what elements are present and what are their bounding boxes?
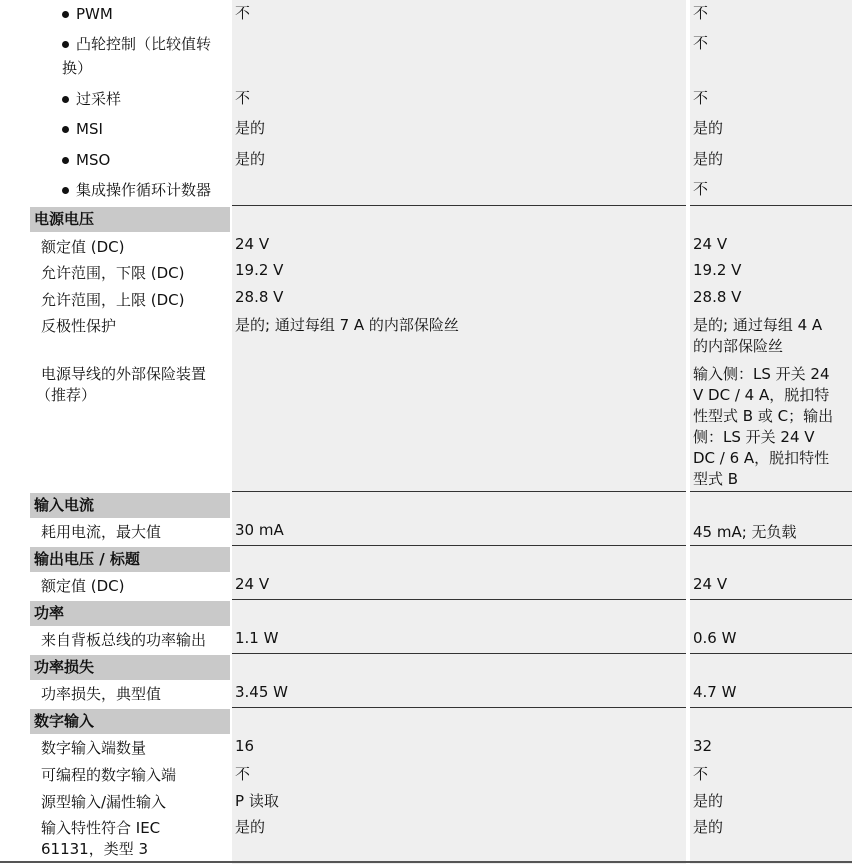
divider [232, 707, 686, 708]
divider [690, 653, 852, 654]
section-heading: 电源电压 [34, 210, 95, 228]
divider [232, 599, 686, 600]
row-value-2: 是的; 通过每组 4 A [693, 316, 823, 334]
row-label-cont: （推荐） [36, 386, 97, 404]
row-value-1: 28.8 V [235, 288, 284, 306]
row-label-cont: 换） [62, 59, 93, 77]
row-value-1: 1.1 W [235, 629, 279, 647]
row-value-1: 是的 [235, 818, 266, 836]
row-label: 凸轮控制（比较值转 [76, 35, 212, 53]
section-heading: 输出电压 / 标题 [34, 550, 140, 568]
row-value-1: 不 [235, 89, 251, 107]
row-value-2: 不 [693, 34, 709, 52]
divider [232, 653, 686, 654]
row-value-2-cont: V DC / 4 A，脱扣特 [693, 386, 830, 404]
row-value-2: 是的 [693, 792, 724, 810]
row-value-2: 是的 [693, 119, 724, 137]
row-value-2: 32 [693, 737, 713, 755]
divider [690, 491, 852, 492]
row-value-2: 是的 [693, 818, 724, 836]
bullet-icon [62, 41, 69, 48]
row-value-1: 24 V [235, 235, 270, 253]
bullet-icon [62, 96, 69, 103]
row-value-1: 3.45 W [235, 683, 288, 701]
row-label: 电源导线的外部保险装置 [41, 365, 207, 383]
section-heading: 输入电流 [34, 496, 95, 514]
row-value-1: 不 [235, 4, 251, 22]
row-label: 耗用电流，最大值 [41, 523, 162, 541]
row-value-1: 24 V [235, 575, 270, 593]
row-value-2: 不 [693, 4, 709, 22]
section-heading: 功率 [34, 604, 65, 622]
row-label: 允许范围，上限 (DC) [41, 291, 185, 309]
bullet-icon [62, 126, 69, 133]
row-label: 额定值 (DC) [41, 238, 125, 256]
row-value-2-cont: DC / 6 A，脱扣特性 [693, 449, 830, 467]
row-value-2-cont: 性型式 B 或 C；输出 [693, 407, 834, 425]
row-value-2: 不 [693, 180, 709, 198]
row-value-1: 不 [235, 765, 251, 783]
divider [232, 491, 686, 492]
row-label: 源型输入/漏性输入 [41, 793, 167, 811]
section-heading: 数字输入 [34, 712, 95, 730]
row-value-2: 4.7 W [693, 683, 737, 701]
row-label-cont: 61131，类型 3 [41, 840, 149, 858]
row-value-2-cont: 的内部保险丝 [693, 337, 784, 355]
bullet-icon [62, 187, 69, 194]
bottom-border [0, 861, 852, 863]
row-label: 数字输入端数量 [41, 739, 147, 757]
divider [690, 205, 852, 206]
row-label: 允许范围，下限 (DC) [41, 264, 185, 282]
row-value-2-cont: 型式 B [693, 470, 739, 488]
row-value-2: 不 [693, 89, 709, 107]
row-value-1: 19.2 V [235, 261, 284, 279]
row-value-1: 是的; 通过每组 7 A 的内部保险丝 [235, 316, 459, 334]
row-value-2: 是的 [693, 150, 724, 168]
divider [690, 545, 852, 546]
row-label: 集成操作循环计数器 [76, 181, 212, 199]
row-label: 额定值 (DC) [41, 577, 125, 595]
row-value-1: 是的 [235, 150, 266, 168]
row-value-2: 0.6 W [693, 629, 737, 647]
bullet-icon [62, 11, 69, 18]
row-value-2: 19.2 V [693, 261, 742, 279]
row-label: PWM [76, 5, 113, 23]
row-value-2: 24 V [693, 575, 728, 593]
row-label: 功率损失，典型值 [41, 685, 162, 703]
row-label: MSO [76, 151, 111, 169]
row-value-2: 28.8 V [693, 288, 742, 306]
row-value-2: 不 [693, 765, 709, 783]
divider [232, 545, 686, 546]
row-label: 过采样 [76, 90, 122, 108]
row-label: 输入特性符合 IEC [41, 819, 161, 837]
row-value-2: 45 mA; 无负载 [693, 523, 797, 541]
row-value-1: 30 mA [235, 521, 284, 539]
row-value-2: 输入侧：LS 开关 24 [693, 365, 830, 383]
section-heading: 功率损失 [34, 658, 95, 676]
column-1-background [232, 0, 686, 864]
row-value-1: 16 [235, 737, 255, 755]
row-label: 来自背板总线的功率输出 [41, 631, 207, 649]
row-value-1: 是的 [235, 119, 266, 137]
row-label: MSI [76, 120, 103, 138]
row-value-2-cont: 侧：LS 开关 24 V [693, 428, 815, 446]
bullet-icon [62, 157, 69, 164]
divider [690, 599, 852, 600]
row-value-2: 24 V [693, 235, 728, 253]
row-value-1: P 读取 [235, 792, 279, 810]
row-label: 可编程的数字输入端 [41, 766, 177, 784]
divider [232, 205, 686, 206]
row-label: 反极性保护 [41, 317, 117, 335]
divider [690, 707, 852, 708]
